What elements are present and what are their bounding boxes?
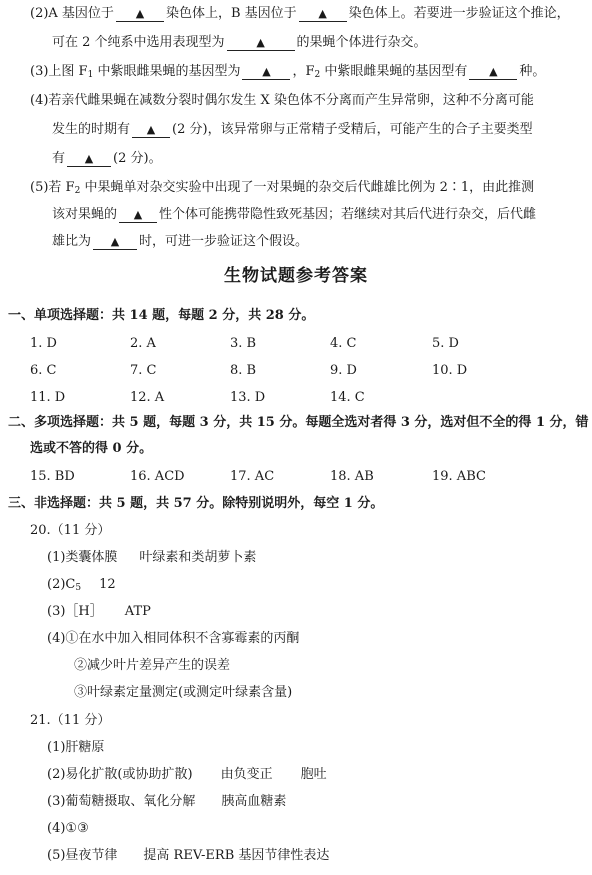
- section2-heading-line1: 二、多项选择题：共 5 题，每题 3 分，共 15 分。每题全选对者得 3 分，选对但不全的得 1 分，错: [8, 415, 589, 430]
- answer-blank: ▲: [67, 152, 111, 167]
- q21-2b: 由负变正: [220, 767, 273, 782]
- q2-text-e: 的果蝇个体进行杂交。: [296, 35, 427, 50]
- q4-line1: [30, 92, 534, 110]
- q21-5a: (5)昼夜节律: [47, 848, 118, 863]
- q2-text-d: 可在 2 个纯系中选用表现型为: [52, 35, 225, 50]
- section2-heading-line2: 选或不答的得 0 分。: [30, 441, 153, 456]
- mcq-answer: 5. D: [432, 336, 459, 351]
- q4-text-d: 有: [52, 151, 66, 166]
- mcq-answer: 14. C: [330, 390, 365, 405]
- answer-blank: ▲: [227, 36, 295, 51]
- q5-text-d: 性个体可能携带隐性致死基因；若继续对其后代进行杂交，后代雌: [159, 207, 537, 222]
- answer-blank: ▲: [93, 235, 137, 250]
- q21-2a: (2)易化扩散(或协助扩散): [47, 767, 193, 782]
- q2-text-c: 染色体上。若要进一步验证这个推论，: [348, 6, 570, 21]
- q21-2c: 胞吐: [300, 767, 327, 782]
- q5-text-c: 该对果蝇的: [52, 207, 118, 222]
- mcq-answer: 11. D: [30, 390, 66, 405]
- q21-3b: 胰高血糖素: [221, 794, 287, 809]
- q3-text-c: ，F: [292, 64, 315, 79]
- answer-blank: ▲: [469, 65, 517, 80]
- multi-choice-answer: 16. ACD: [130, 469, 185, 484]
- q21-answer-3: [47, 793, 286, 811]
- q21-answer-4: (4)①③: [47, 821, 89, 836]
- answer-blank: ▲: [119, 208, 157, 223]
- q20-3a: (3)［H］: [47, 604, 103, 619]
- q21-answer-1: (1)肝糖原: [47, 740, 105, 755]
- q21-answer-2: [47, 766, 327, 784]
- q20-answer-4-3: ③叶绿素定量测定(或测定叶绿素含量): [74, 685, 293, 700]
- q5-line2: [52, 206, 536, 224]
- q20-3b: ATP: [124, 604, 151, 619]
- q20-2b: 12: [99, 577, 116, 592]
- q4-text-a: (4)若亲代雌果蝇在减数分裂时偶尔发生 X 染色体不分离而产生异常卵，这种不分离可能: [30, 93, 534, 108]
- answer-blank: ▲: [242, 65, 290, 80]
- mcq-answer: 1. D: [30, 336, 57, 351]
- q4-text-c: (2 分)，该异常卵与正常精子受精后，可能产生的合子主要类型: [172, 122, 533, 137]
- q5-text-f: 时，可进一步验证这个假设。: [139, 234, 309, 249]
- q20-1b: 叶绿素和类胡萝卜素: [139, 550, 257, 565]
- answer-blank: ▲: [132, 123, 170, 138]
- mcq-answer: 7. C: [130, 363, 157, 378]
- mcq-answer: 3. B: [230, 336, 257, 351]
- mcq-answer: 6. C: [30, 363, 57, 378]
- mcq-answer: 13. D: [230, 390, 266, 405]
- mcq-answer: 8. B: [230, 363, 257, 378]
- q4-line3: [52, 150, 162, 168]
- q20-answer-4-2: ②减少叶片差异产生的误差: [74, 658, 231, 673]
- q2-text-b: 染色体上，B 基因位于: [165, 6, 297, 21]
- multi-choice-answer: 19. ABC: [432, 469, 486, 484]
- q20-2a: (2)C: [47, 577, 76, 592]
- q2-line1: [30, 5, 570, 23]
- mcq-answer: 12. A: [130, 390, 165, 405]
- q20-answer-3: [47, 603, 151, 621]
- q3-line1: (3)上图 $F_1$ 中紫眼雌果蝇的基因型为 ▲ ，$F_2$ 中紫眼雌果蝇的基因型有 ▲ 种。: [30, 64, 546, 80]
- answers-title: 生物试题参考答案: [224, 266, 368, 286]
- q21-answer-5: [47, 847, 329, 865]
- q3-text-e: 种。: [519, 64, 546, 79]
- q20-answer-2: $(2)C_5$ 12: [47, 577, 116, 593]
- multi-choice-answer: 15. BD: [30, 469, 75, 484]
- q20-answer-4: (4)①在水中加入相同体积不含寡霉素的丙酮: [47, 631, 300, 646]
- q2-line2: [52, 34, 427, 52]
- q20-number: 20.（11 分）: [30, 523, 111, 538]
- q3-text-d: 中紫眼雌果蝇的基因型有: [320, 64, 468, 79]
- q5-line3: [52, 233, 308, 251]
- mcq-answer: 10. D: [432, 363, 468, 378]
- q3-text-b: 中紫眼雌果蝇的基因型为: [93, 64, 241, 79]
- answer-blank: ▲: [299, 7, 347, 22]
- mcq-answer: 9. D: [330, 363, 357, 378]
- q5-text-e: 雄比为: [52, 234, 92, 249]
- q20-1a: (1)类囊体膜: [47, 550, 118, 565]
- section3-heading: 三、非选择题：共 5 题，共 57 分。除特别说明外，每空 1 分。: [8, 496, 384, 511]
- q4-text-b: 发生的时期有: [52, 122, 131, 137]
- mcq-answer: 4. C: [330, 336, 357, 351]
- answer-blank: ▲: [116, 7, 164, 22]
- mcq-answer: 2. A: [130, 336, 156, 351]
- multi-choice-answer: 17. AC: [230, 469, 275, 484]
- section1-heading: 一、单项选择题：共 14 题，每题 2 分，共 28 分。: [8, 308, 315, 323]
- multi-choice-answer: 18. AB: [330, 469, 374, 484]
- q21-number: 21.（11 分）: [30, 713, 111, 728]
- q4-line2: [52, 121, 533, 139]
- q4-text-e: (2 分)。: [113, 151, 162, 166]
- q5-text-b: 中果蝇单对杂交实验中出现了一对果蝇的杂交后代雌雄比例为 2∶1，由此推测: [80, 180, 535, 195]
- q3-text-a: (3)上图 F: [30, 64, 88, 79]
- q5-line1: (5)若 $F_2$ 中果蝇单对杂交实验中出现了一对果蝇的杂交后代雌雄比例为 2∶1，由此推测: [30, 180, 535, 196]
- q20-answer-1: [47, 549, 256, 567]
- q2-text-a: (2)A 基因位于: [30, 6, 114, 21]
- q21-5b: 提高 REV-ERB 基因节律性表达: [143, 848, 330, 863]
- q5-text-a: (5)若 F: [30, 180, 75, 195]
- q21-3a: (3)葡萄糖摄取、氧化分解: [47, 794, 196, 809]
